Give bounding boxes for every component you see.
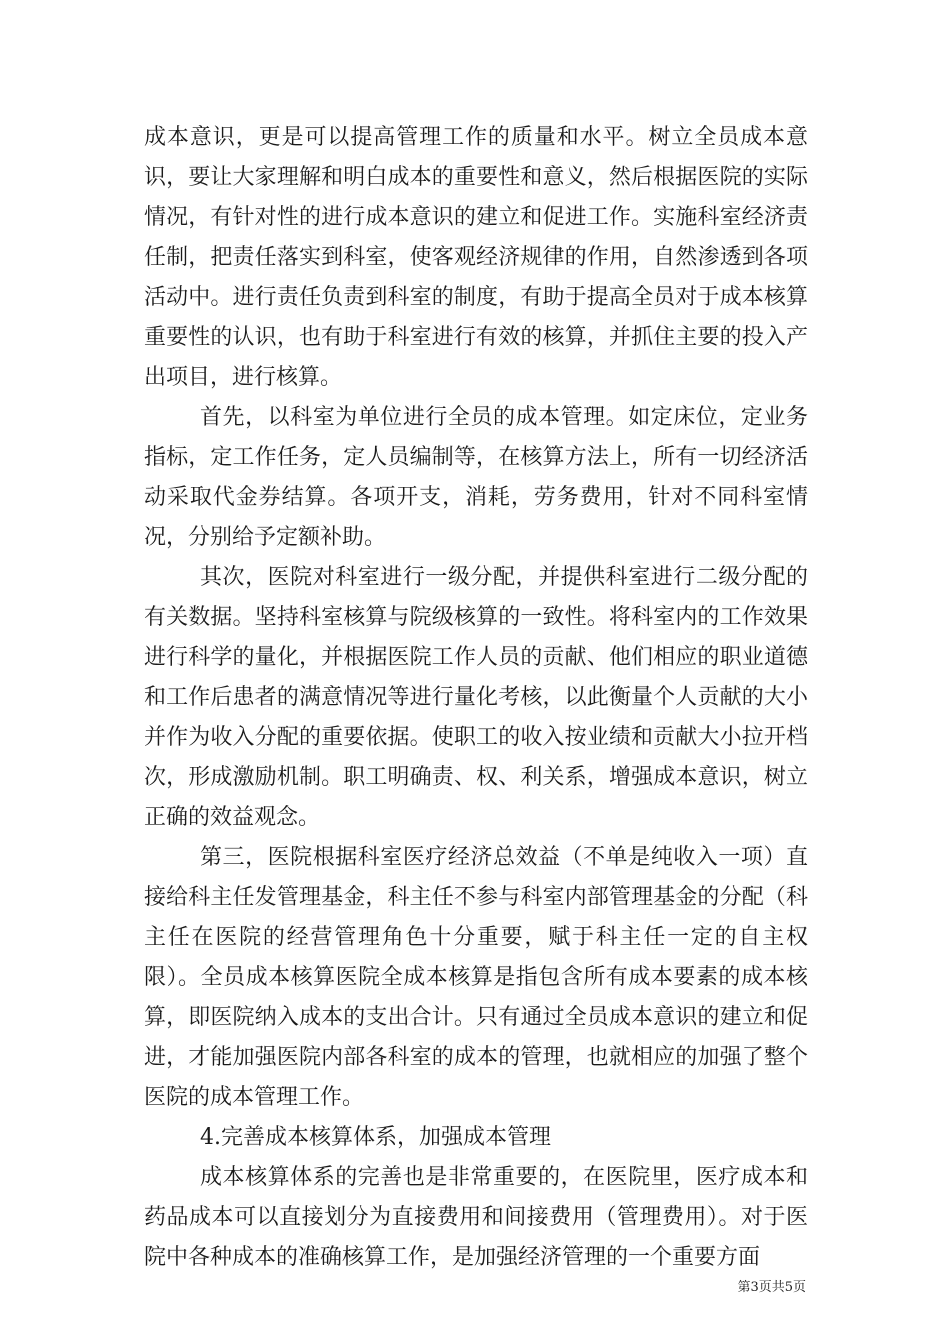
paragraph-2: 首先，以科室为单位进行全员的成本管理。如定床位，定业务指标，定工作任务，定人员编制等，在核算方法上，所有一切经济活动采取代金券结算。各项开支，消耗，劳务费用，针对不同科室情况，分别给予定额补助。 [144,405,808,550]
paragraph-1: 成本意识，更是可以提高管理工作的质量和水平。树立全员成本意识，要让大家理解和明白成本的重要性和意义，然后根据医院的实际情况，有针对性的进行成本意识的建立和促进工作。实施科室经济责任制，把责任落实到科室，使客观经济规律的作用，自然渗透到各项活动中。进行责任负责到科室的制度，有助于提高全员对于成本核算重要性的认识，也有助于科室进行有效的核算，并抓住主要的投入产出项目，进行核算。 [144,125,808,390]
document-body [144,118,808,1278]
page-footer: 第3页共5页 [737,1280,806,1295]
paragraph-3: 其次，医院对科室进行一级分配，并提供科室进行二级分配的有关数据。坚持科室核算与院级核算的一致性。将科室内的工作效果进行科学的量化，并根据医院工作人员的贡献、他们相应的职业道德和工作后患者的满意情况等进行量化考核，以此衡量个人贡献的大小并作为收入分配的重要依据。使职工的收入按业绩和贡献大小拉开档次，形成激励机制。职工明确责、权、利关系，增强成本意识，树立正确的效益观念。 [144,565,808,830]
paragraph-4: 第三，医院根据科室医疗经济总效益（不单是纯收入一项）直接给科主任发管理基金，科主任不参与科室内部管理基金的分配（科主任在医院的经营管理角色十分重要，赋于科主任一定的自主权限）。全员成本核算医院全成本核算是指包含所有成本要素的成本核算，即医院纳入成本的支出合计。只有通过全员成本意识的建立和促进，才能加强医院内部各科室的成本的管理，也就相应的加强了整个医院的成本管理工作。 [144,845,808,1110]
paragraph-5: 成本核算体系的完善也是非常重要的，在医院里，医疗成本和药品成本可以直接划分为直接费用和间接费用（管理费用）。对于医院中各种成本的准确核算工作，是加强经济管理的一个重要方面 [144,1165,808,1270]
section-heading: 4.完善成本核算体系，加强成本管理 [200,1125,551,1150]
